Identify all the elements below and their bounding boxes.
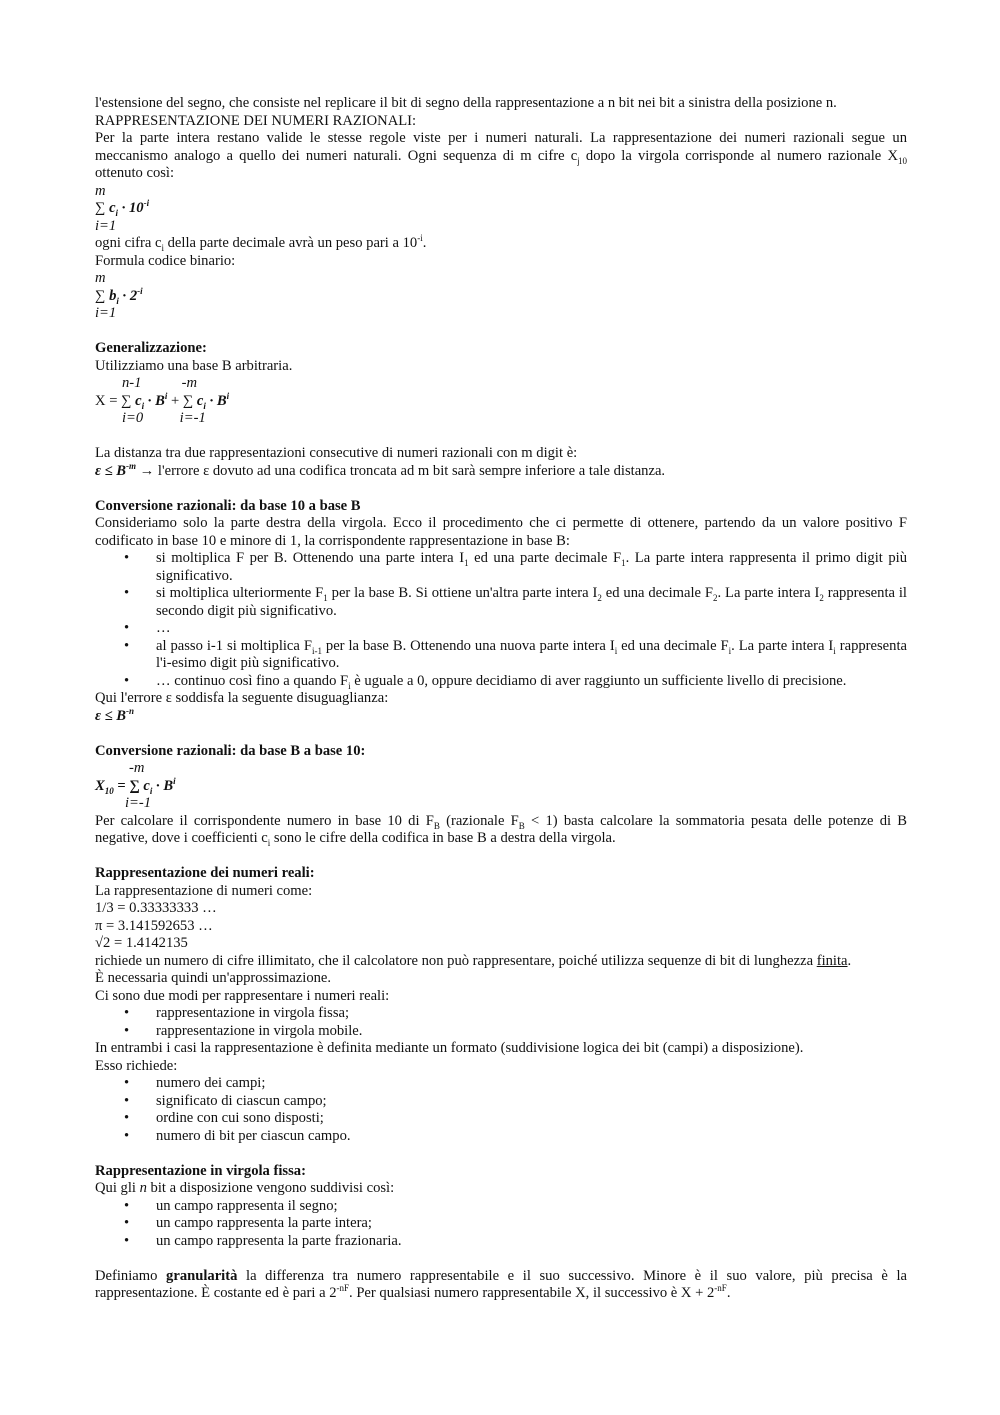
bullet-icon: •	[124, 1022, 130, 1039]
heading-numeri-reali: Rappresentazione dei numeri reali:	[95, 865, 315, 881]
text-line: $\varepsilon \le B^{-m}$ → l'errore ε dovuto ad una codifica troncata ad m bit sarà sempre inferiore a tale distanza.	[95, 460, 666, 479]
formula-error: $\varepsilon \le B^{-n}$	[95, 705, 135, 724]
text-line: La rappresentazione di numeri come:	[95, 882, 313, 899]
bullet-list	[95, 1005, 907, 1040]
list-item: • un campo rappresenta la parte intera;	[124, 1215, 372, 1231]
heading-virgola-fissa: Rappresentazione in virgola fissa:	[95, 1162, 306, 1179]
formula-top: m	[95, 270, 106, 286]
text-line: ogni cifra $c_i$ della parte decimale avrà un peso pari a $10^{-i}$.	[95, 233, 427, 253]
text-line: l'estensione del segno, che consiste nel replicare il bit di segno della rappresentazione a n bit nei bit a sinistra della posizione n.	[95, 95, 837, 111]
text-line: Utilizziamo una base B arbitraria.	[95, 357, 293, 374]
text-line: 1/3 = 0.33333333 …	[95, 900, 217, 916]
text-line: π = 3.141592653 …	[95, 917, 213, 934]
bullet-icon: •	[124, 620, 130, 636]
list-item: • rappresentazione in virgola mobile.	[124, 1022, 363, 1039]
bullet-list	[95, 1075, 907, 1145]
formula-decimal: ∑ $c_i \cdot 10^{-i}$	[95, 198, 150, 218]
list-item: • … continuo così fino a quando $F_i$ è uguale a 0, oppure decidiamo di aver raggiunto un sufficiente livello di precisione.	[124, 672, 847, 691]
heading-conversione-b-10: Conversione razionali: da base B a base 10:	[95, 742, 366, 759]
formula-top: -m	[129, 760, 145, 776]
bullet-icon: •	[124, 550, 130, 566]
bullet-icon: •	[124, 1110, 130, 1126]
text-line: Esso richiede:	[95, 1057, 178, 1074]
formula-binary: ∑ $b_i \cdot 2^{-i}$	[95, 285, 143, 306]
formula-bottom: i=0 i=-1	[122, 410, 206, 426]
text-line: Formula codice binario:	[95, 252, 236, 269]
heading-conversione-10-b: Conversione razionali: da base 10 a base B	[95, 497, 361, 514]
list-item: • un campo rappresenta la parte frazionaria.	[124, 1232, 402, 1249]
section-heading-razionali: RAPPRESENTAZIONE DEI NUMERI RAZIONALI:	[95, 112, 417, 129]
bullet-icon: •	[124, 1127, 130, 1144]
bullet-icon: •	[124, 1215, 130, 1231]
bullet-icon: •	[124, 1005, 130, 1021]
text-line: È necessaria quindi un'approssimazione.	[95, 970, 332, 986]
bullet-icon: •	[124, 1092, 130, 1109]
list-item: • significato di ciascun campo;	[124, 1092, 327, 1109]
document-page	[95, 95, 907, 1303]
formula-top: n-1 -m	[122, 375, 197, 391]
formula-base10: $X_{10}$ = ∑ $c_i \cdot B^i$	[95, 775, 176, 796]
list-item: • …	[124, 620, 171, 636]
paragraph: Consideriamo solo la parte destra della virgola. Ecco il procedimento che ci permette di ottenere, partendo da un valore positivo F codificato in base 10 e minore di 1, la corrispondente rappresentazione in base B:	[95, 515, 907, 549]
list-item: • rappresentazione in virgola fissa;	[124, 1005, 350, 1021]
formula-general: X = ∑ $c_i \cdot B^i$ + ∑ $c_i \cdot B^i$	[95, 390, 230, 411]
formula-bottom: i=-1	[125, 795, 152, 811]
text-line: Qui gli n bit a disposizione vengono suddivisi così:	[95, 1180, 395, 1196]
bullet-icon: •	[124, 637, 130, 654]
paragraph: Definiamo granularità la differenza tra numero rappresentabile e il suo successivo. Minore è il suo valore, più precisa è la rappresentazione. È costante ed è pari a $2^{-nF}$. Per qualsiasi numero rappresentabile X, il successivo è $X + 2^{-nF}$.	[95, 1267, 908, 1301]
paragraph: Per la parte intera restano valide le stesse regole viste per i numeri naturali. La rappresentazione dei numeri razionali segue un meccanismo analogo a quello dei numeri naturali. Ogni sequenza di m cifre $c_j$ dopo la virgola corrisponde al numero razionale $X_{10}$ ottenuto così:	[95, 130, 908, 181]
text-line: Ci sono due modi per rappresentare i numeri reali:	[95, 987, 390, 1004]
formula-bottom: i=1	[95, 217, 117, 234]
heading-generalizzazione: Generalizzazione:	[95, 340, 207, 356]
bullet-icon: •	[124, 585, 130, 601]
list-item: • numero dei campi;	[124, 1075, 266, 1091]
list-item: • si moltiplica F per B. Ottenendo una parte intera $I_1$ ed una parte decimale $F_1$. La parte intera rappresenta il primo digit più significativo.	[124, 550, 908, 584]
text-line: richiede un numero di cifre illimitato, che il calcolatore non può rappresentare, poiché utilizza sequenze di bit di lunghezza finita.	[95, 952, 852, 969]
bullet-icon: •	[124, 1075, 130, 1091]
list-item: • ordine con cui sono disposti;	[124, 1110, 324, 1126]
text-line: In entrambi i casi la rappresentazione è definita mediante un formato (suddivisione logica dei bit (campi) a disposizione).	[95, 1040, 804, 1056]
bullet-icon: •	[124, 1232, 130, 1249]
formula-top: m	[95, 182, 106, 199]
bullet-list	[95, 1198, 907, 1251]
bullet-icon: •	[124, 672, 130, 689]
bullet-icon: •	[124, 1197, 130, 1214]
list-item: • al passo i-1 si moltiplica $F_{i-1}$ per la base B. Ottenendo una nuova parte intera $I_i$ ed una decimale $F_i$. La parte intera $I_i$ rappresenta l'i-esimo digit più significativo.	[124, 637, 907, 671]
text-line: Qui l'errore ε soddisfa la seguente disuguaglianza:	[95, 690, 389, 706]
paragraph: Per calcolare il corrispondente numero in base 10 di $F_B$ (razionale $F_B < 1$) basta calcolare la sommatoria pesata delle potenze di B negative, dove i coefficienti $c_i$ sono le cifre della codifica in base B a destra della virgola.	[95, 812, 908, 848]
list-item: • si moltiplica ulteriormente $F_1$ per la base B. Si ottiene un'altra parte intera $I_2$ ed una decimale $F_2$. La parte intera $I_2$ rappresenta il secondo digit più significativo.	[124, 585, 907, 619]
text-line: √2 = 1.4142135	[95, 935, 188, 951]
bullet-list	[95, 550, 907, 690]
list-item: • numero di bit per ciascun campo.	[124, 1127, 351, 1144]
text-line: La distanza tra due rappresentazioni consecutive di numeri razionali con m digit è:	[95, 445, 578, 461]
list-item: • un campo rappresenta il segno;	[124, 1197, 338, 1214]
formula-bottom: i=1	[95, 305, 117, 321]
